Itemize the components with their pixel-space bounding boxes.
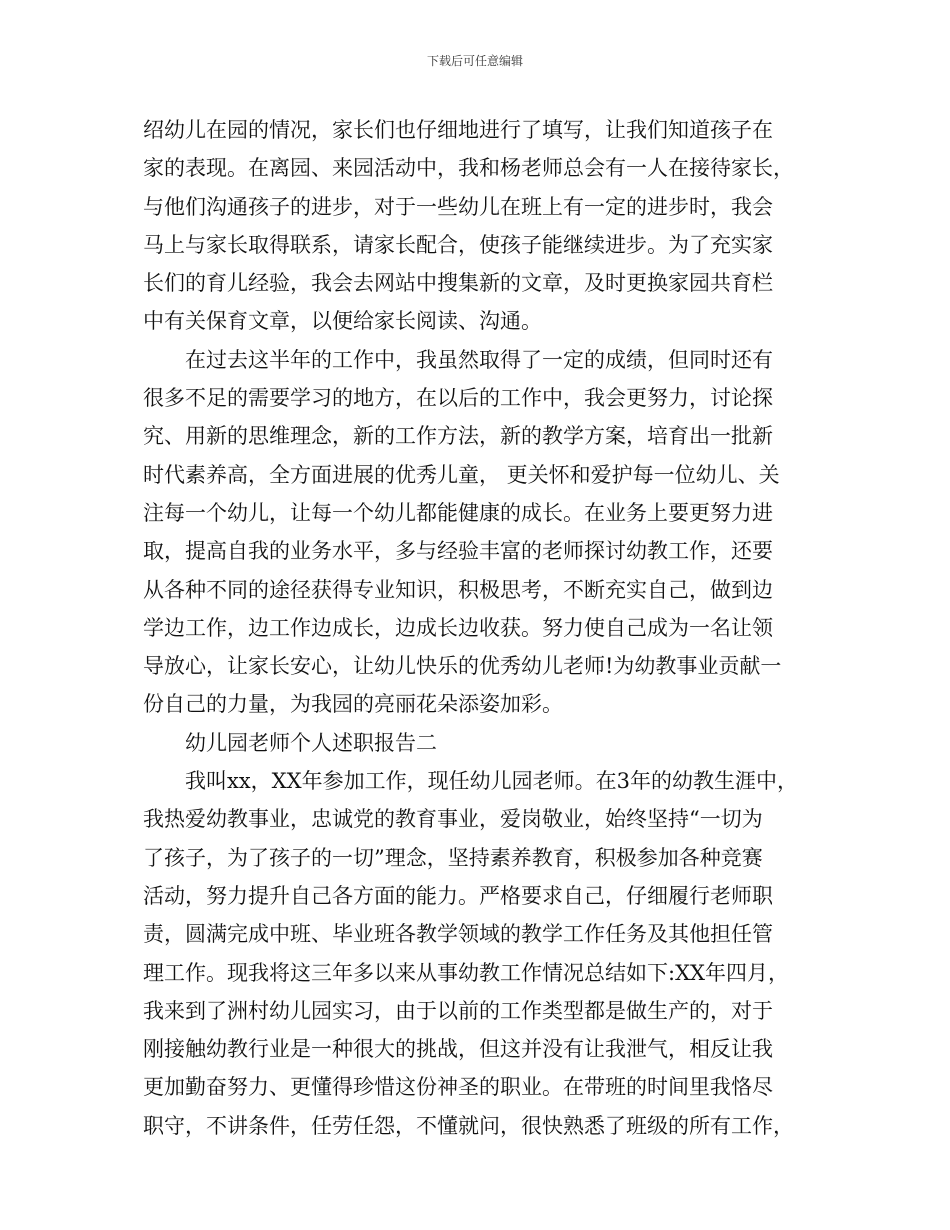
text-line: 导放心，让家长安心，让幼儿快乐的优秀幼儿老师!为幼教事业贡献一 bbox=[143, 654, 782, 679]
text-line: 很多不足的需要学习的地方，在以后的工作中，我会更努力，讨论探 bbox=[143, 386, 773, 411]
text-line: 绍幼儿在园的情况，家长们也仔细地进行了填写，让我们知道孩子在 bbox=[143, 118, 773, 142]
text-line: 学边工作，边工作边成长，边成长边收获。努力使自己成为一名让领 bbox=[143, 615, 773, 640]
text-line: 长们的育儿经验，我会去网站中搜集新的文章，及时更换家园共育栏 bbox=[143, 271, 773, 296]
section-heading bbox=[143, 724, 823, 762]
text-line: 取，提高自我的业务水平，多与经验丰富的老师探讨幼教工作，还要 bbox=[143, 539, 773, 564]
text-line: 理工作。现我将这三年多以来从事幼教工作情况总结如下:XX年四月， bbox=[143, 960, 789, 985]
paragraph bbox=[143, 111, 823, 341]
text-line: 注每一个幼儿，让每一个幼儿都能健康的成长。在业务上要更努力进 bbox=[143, 500, 773, 525]
paragraph bbox=[143, 341, 823, 724]
text-line: 从各种不同的途径获得专业知识，积极思考，不断充实自己，做到边 bbox=[143, 577, 773, 602]
page-header: 下载后可任意编辑 bbox=[426, 54, 523, 68]
text-line: 在过去这半年的工作中，我虽然取得了一定的成绩，但同时还有 bbox=[185, 347, 773, 372]
text-line: 究、用新的思维理念，新的工作方法，新的教学方案，培育出一批新 bbox=[143, 424, 773, 449]
document-body bbox=[143, 111, 823, 1145]
text-line: 时代素养高，全方面进展的优秀儿童， 更关怀和爱护每一位幼儿、关 bbox=[143, 462, 780, 487]
text-line: 了孩子，为了孩子的一切”理念，坚持素养教育，积极参加各种竞赛 bbox=[143, 845, 763, 870]
text-line: 责，圆满完成中班、毕业班各教学领域的教学工作任务及其他担任管 bbox=[143, 922, 773, 947]
paragraph bbox=[143, 762, 823, 1145]
text-line: 职守，不讲条件，任劳任怨，不懂就问，很快熟悉了班级的所有工作， bbox=[143, 1113, 794, 1138]
text-line: 更加勤奋努力、更懂得珍惜这份神圣的职业。在带班的时间里我恪尽 bbox=[143, 1075, 773, 1100]
text-line: 与他们沟通孩子的进步，对于一些幼儿在班上有一定的进步时，我会 bbox=[143, 194, 773, 219]
heading-line: 幼儿园老师个人述职报告二 bbox=[185, 730, 437, 755]
text-line: 我来到了洲村幼儿园实习，由于以前的工作类型都是做生产的，对于 bbox=[143, 998, 773, 1023]
text-line: 我热爱幼教事业，忠诚党的教育事业，爱岗敬业，始终坚持“一切为 bbox=[143, 807, 763, 832]
text-line: 我叫xx，XX年参加工作，现任幼儿园老师。在3年的幼教生涯中， bbox=[185, 769, 798, 794]
text-line: 活动，努力提升自己各方面的能力。严格要求自己，仔细履行老师职 bbox=[143, 883, 773, 908]
text-line: 刚接触幼教行业是一种很大的挑战，但这并没有让我泄气，相反让我 bbox=[143, 1037, 773, 1062]
text-line: 份自己的力量，为我园的亮丽花朵添姿加彩。 bbox=[143, 692, 563, 717]
text-line: 中有关保育文章，以便给家长阅读、沟通。 bbox=[143, 309, 542, 334]
text-line: 马上与家长取得联系，请家长配合，使孩子能继续进步。为了充实家 bbox=[143, 232, 773, 257]
text-line: 家的表现。在离园、来园活动中，我和杨老师总会有一人在接待家长， bbox=[143, 156, 794, 181]
